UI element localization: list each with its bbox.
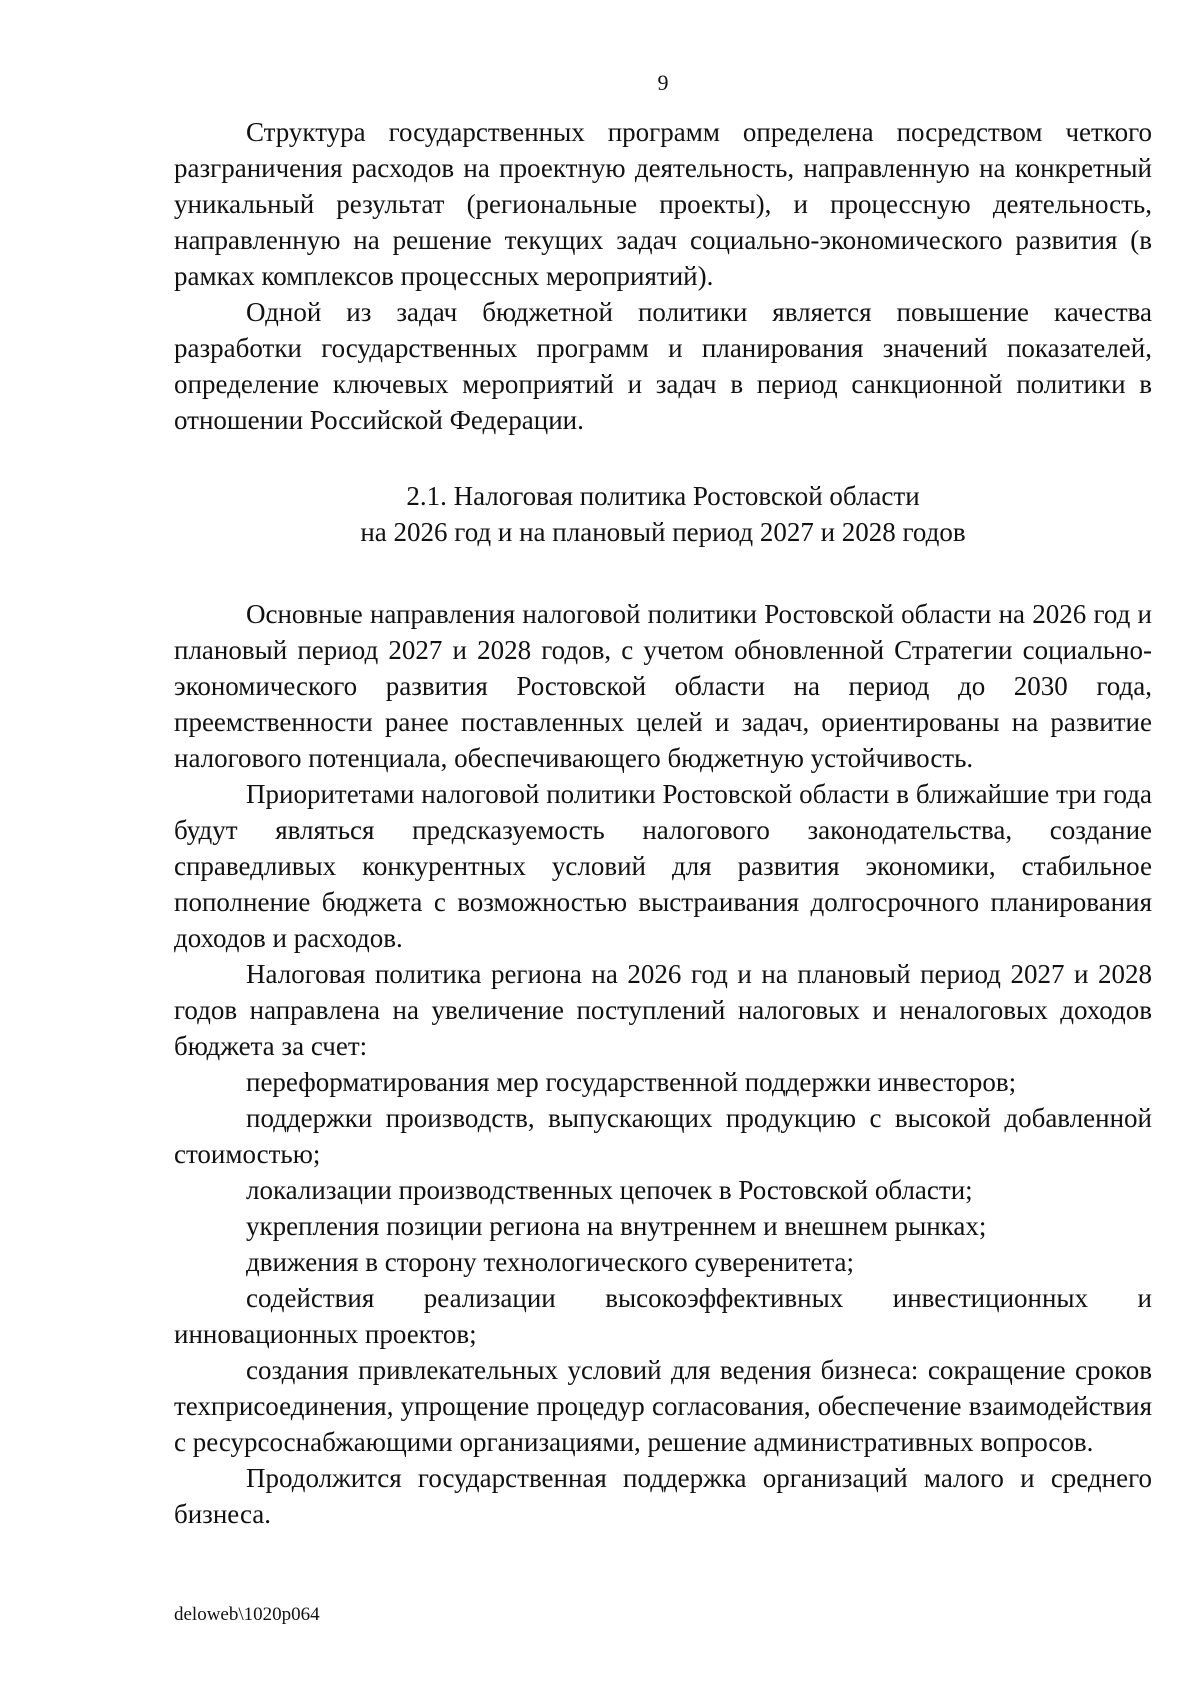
list-item: переформатирования мер государственной поддержки инвесторов; xyxy=(246,1067,1017,1097)
section-heading-line: 2.1. Налоговая политика Ростовской области xyxy=(406,481,920,511)
section-heading-line: на 2026 год и на плановый период 2027 и 2028 годов xyxy=(360,517,966,547)
list-item: движения в сторону технологического суверенитета; xyxy=(246,1247,855,1277)
paragraph: Основные направления налоговой политики Ростовской области на 2026 год и плановый период 2027 и 2028 годов, с учетом обновленной Стратегии социально-экономического развития Ростовской области на период до 2030 года, преемственности ранее поставленных целей и задач, ориентированы на развитие налогового потенциала, обеспечивающего бюджетную устойчивость. xyxy=(174,599,1152,773)
list-item: создания привлекательных условий для ведения бизнеса: сокращение сроков техприсоединения, упрощение процедур согласования, обеспечение взаимодействия с ресурсоснабжающими организациями, решение административных вопросов. xyxy=(174,1355,1152,1457)
list-item: содействия реализации высокоэффективных инвестиционных и инновационных проектов; xyxy=(174,1283,1152,1349)
paragraph: Продолжится государственная поддержка организаций малого и среднего бизнеса. xyxy=(174,1463,1152,1529)
document-page xyxy=(174,0,1152,1698)
list-item: поддержки производств, выпускающих продукцию с высокой добавленной стоимостью; xyxy=(174,1103,1152,1169)
paragraph: Структура государственных программ определена посредством четкого разграничения расходов на проектную деятельность, направленную на конкретный уникальный результат (региональные проекты), и процессную деятельность, направленную на решение текущих задач социально-экономического развития (в рамках комплексов процессных мероприятий). xyxy=(174,117,1152,291)
list-item: укрепления позиции региона на внутреннем и внешнем рынках; xyxy=(246,1211,987,1241)
document-body xyxy=(174,114,1152,1532)
footer-code: deloweb\1020p064 xyxy=(174,1604,320,1625)
paragraph: Одной из задач бюджетной политики является повышение качества разработки государственных программ и планирования значений показателей, определение ключевых мероприятий и задач в период санкционной политики в отношении Российской Федерации. xyxy=(174,297,1152,435)
paragraph: Приоритетами налоговой политики Ростовской области в ближайшие три года будут являться предсказуемость налогового законодательства, создание справедливых конкурентных условий для развития экономики, стабильное пополнение бюджета с возможностью выстраивания долгосрочного планирования доходов и расходов. xyxy=(174,779,1152,953)
list-item: локализации производственных цепочек в Ростовской области; xyxy=(246,1175,973,1205)
section-heading xyxy=(174,478,1152,550)
paragraph: Налоговая политика региона на 2026 год и на плановый период 2027 и 2028 годов направлена на увеличение поступлений налоговых и неналоговых доходов бюджета за счет: xyxy=(174,959,1152,1061)
page-number: 9 xyxy=(657,70,669,95)
